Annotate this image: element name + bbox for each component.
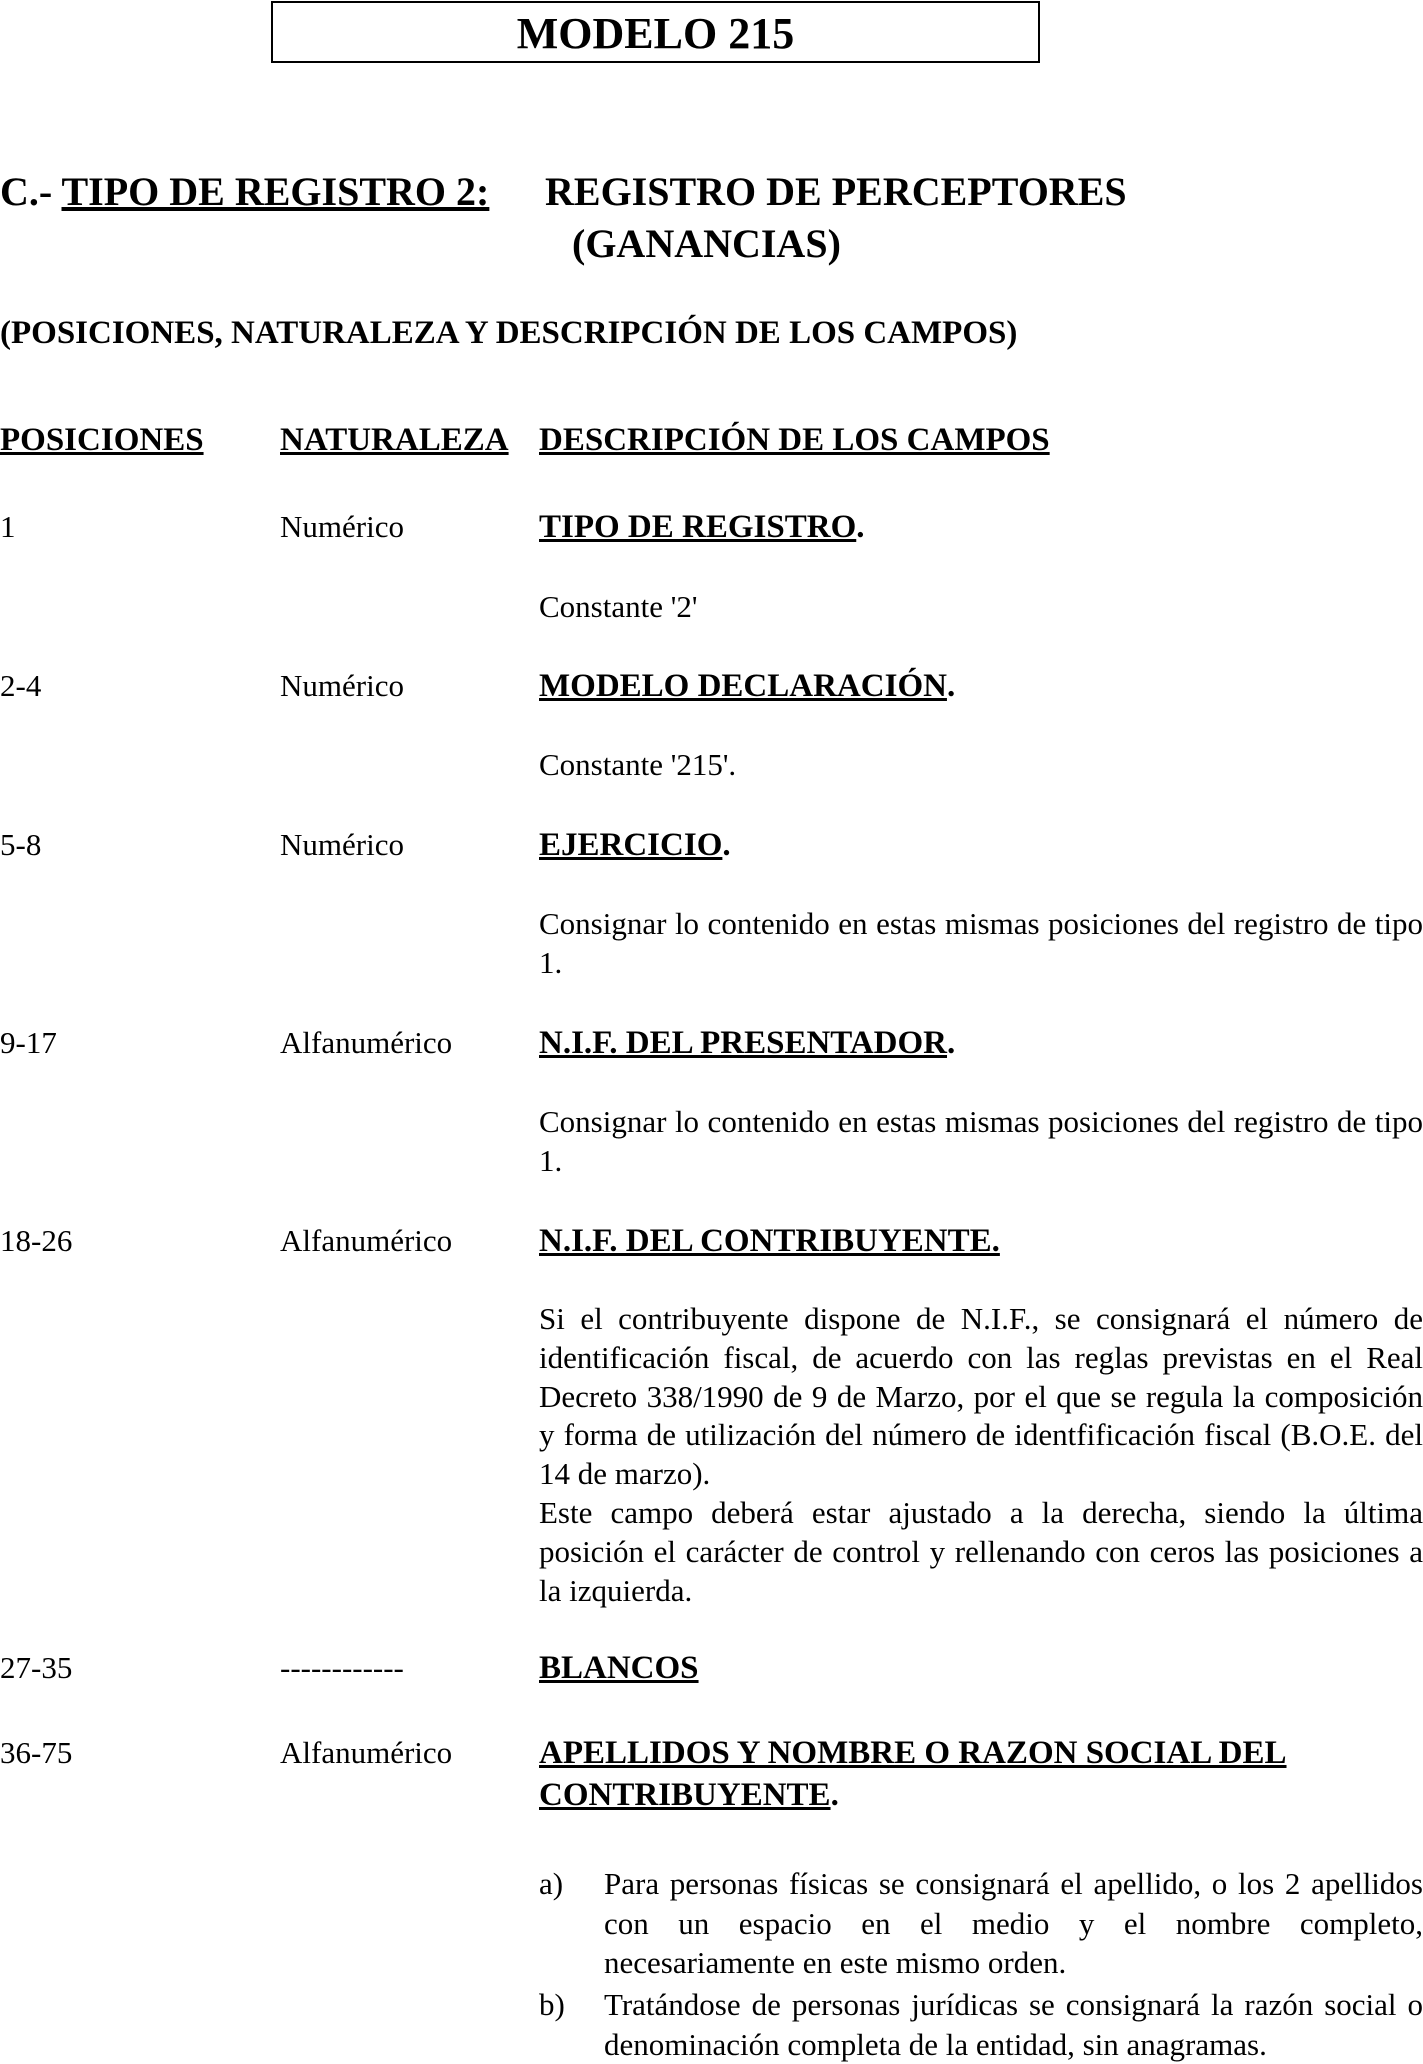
list-item	[539, 1985, 1423, 2064]
field-name	[539, 1220, 1000, 1262]
record-name-line2: (GANANCIAS)	[572, 221, 841, 266]
field-nature: Alfanumérico	[280, 1223, 453, 1258]
list-item	[539, 1864, 1423, 1983]
column-header-description: DESCRIPCIÓN DE LOS CAMPOS	[539, 422, 1050, 458]
field-name-line2-wrap	[539, 1774, 1287, 1816]
field-name	[539, 1732, 1287, 1816]
column-header-positions: POSICIONES	[0, 422, 204, 458]
field-name-suffix: .	[856, 509, 865, 545]
field-description: Consignar lo contenido en estas mismas posiciones del registro de tipo 1.	[539, 906, 1423, 980]
field-name-suffix: .	[830, 1777, 839, 1813]
section-subtitle: (POSICIONES, NATURALEZA Y DESCRIPCIÓN DE LOS CAMPOS)	[0, 315, 1018, 351]
field-description: Constante '215'.	[539, 747, 737, 782]
field-name-suffix: .	[947, 1025, 956, 1061]
field-description: Constante '2'	[539, 589, 698, 624]
field-positions: 9-17	[0, 1025, 57, 1060]
field-nature: Alfanumérico	[280, 1025, 453, 1060]
field-name-suffix: .	[722, 827, 731, 863]
list-item-text: Tratándose de personas jurídicas se consignará la razón social o denominación completa de la entidad, sin anagramas.	[604, 1987, 1423, 2062]
field-name-text: MODELO DECLARACIÓN	[539, 668, 947, 704]
list-item-label: b)	[539, 1987, 565, 2022]
field-nature: Numérico	[280, 827, 404, 862]
field-name-text: BLANCOS	[539, 1650, 699, 1686]
field-positions: 18-26	[0, 1223, 73, 1258]
field-name	[539, 506, 865, 548]
field-positions: 2-4	[0, 668, 42, 703]
field-name	[539, 1022, 955, 1064]
field-name-text: N.I.F. DEL CONTRIBUYENTE.	[539, 1223, 1000, 1259]
field-name-text: TIPO DE REGISTRO	[539, 509, 857, 545]
field-name-suffix: .	[946, 668, 956, 704]
column-header-nature: NATURALEZA	[280, 422, 509, 458]
field-name	[539, 1647, 699, 1689]
field-name	[539, 824, 731, 866]
section-heading	[0, 166, 1127, 266]
record-name-line1: REGISTRO DE PERCEPTORES	[545, 169, 1127, 214]
section-prefix: C.-	[0, 169, 53, 214]
field-name-text: N.I.F. DEL PRESENTADOR	[539, 1025, 948, 1061]
field-positions: 1	[0, 509, 16, 544]
record-type-label: TIPO DE REGISTRO 2:	[61, 169, 490, 214]
field-nature: Alfanumérico	[280, 1735, 453, 1770]
field-nature: Numérico	[280, 668, 404, 703]
field-nature: ------------	[280, 1650, 404, 1685]
field-description	[539, 1300, 1423, 1610]
field-positions: 36-75	[0, 1735, 73, 1770]
field-positions: 27-35	[0, 1650, 73, 1685]
field-name	[539, 665, 955, 707]
field-description: Consignar lo contenido en estas mismas posiciones del registro de tipo 1.	[539, 1104, 1423, 1178]
field-name-line1: APELLIDOS Y NOMBRE O RAZON SOCIAL DEL	[539, 1735, 1287, 1771]
field-nature: Numérico	[280, 509, 404, 544]
description-paragraph: Si el contribuyente dispone de N.I.F., se consignará el número de identificación fiscal, de acuerdo con las reglas previstas en el Real Decreto 338/1990 de 9 de Marzo, por el que se regula la composición y forma de utilización del número de identfificación fiscal (B.O.E. del 14 de marzo).	[539, 1301, 1423, 1492]
field-name-line2: CONTRIBUYENTE	[539, 1777, 831, 1813]
field-name-text: EJERCICIO	[539, 827, 723, 863]
page-title: MODELO 215	[271, 1, 1040, 63]
list-item-label: a)	[539, 1866, 564, 1901]
list-item-text: Para personas físicas se consignará el apellido, o los 2 apellidos con un espacio en el medio y el nombre completo, necesariamente en este mismo orden.	[604, 1866, 1423, 1980]
field-positions: 5-8	[0, 827, 42, 862]
description-paragraph: Este campo deberá estar ajustado a la derecha, siendo la última posición el carácter de control y rellenando con ceros las posiciones a la izquierda.	[539, 1494, 1423, 1608]
